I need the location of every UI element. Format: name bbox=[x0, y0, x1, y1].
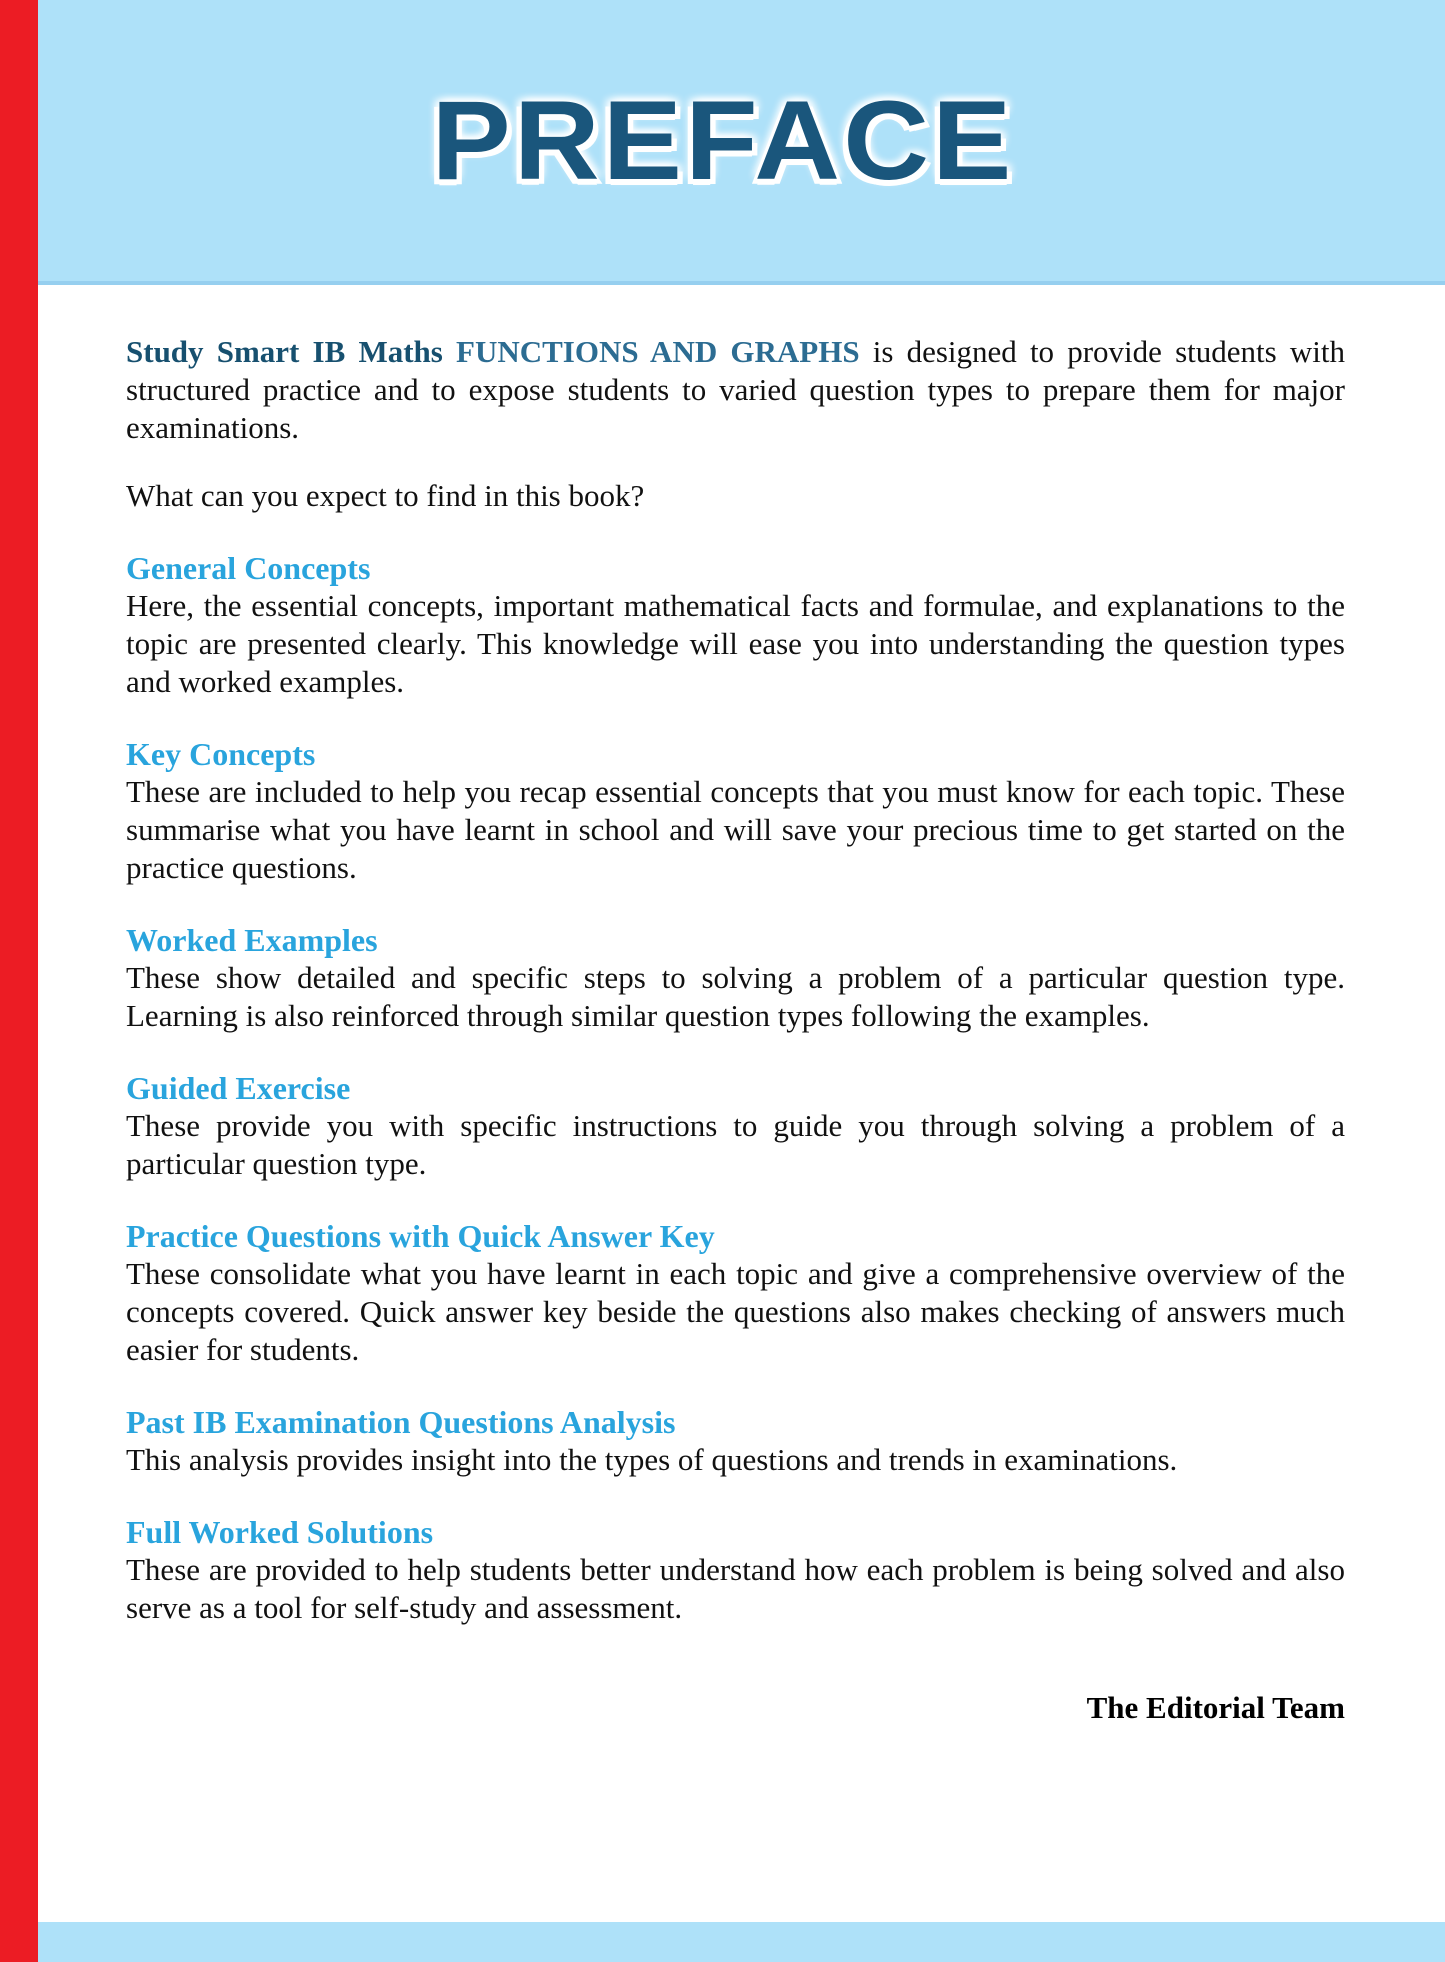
section-worked-examples bbox=[126, 921, 1345, 1035]
preface-body bbox=[126, 285, 1345, 1727]
page-title: PREFACE bbox=[431, 78, 1015, 203]
section-body: These are provided to help students better understand how each problem is being solved and also serve as a tool for self-study and assessment. bbox=[126, 1552, 1345, 1625]
section-heading: Full Worked Solutions bbox=[126, 1514, 434, 1550]
header-band bbox=[0, 0, 1445, 285]
intro-paragraph bbox=[126, 333, 1345, 447]
section-full-worked-solutions bbox=[126, 1513, 1345, 1627]
section-guided-exercise bbox=[126, 1069, 1345, 1183]
left-binding-strip bbox=[0, 0, 38, 1962]
section-body: These show detailed and specific steps to solving a problem of a particular question type. Learning is also reinforced through similar question types following the examples. bbox=[126, 960, 1345, 1033]
section-past-ib-analysis bbox=[126, 1403, 1345, 1479]
section-heading: Past IB Examination Questions Analysis bbox=[126, 1404, 676, 1440]
section-heading: Key Concepts bbox=[126, 736, 316, 772]
section-body: This analysis provides insight into the types of questions and trends in examinations. bbox=[126, 1442, 1178, 1477]
section-heading: Worked Examples bbox=[126, 922, 378, 958]
book-title-series: Study Smart IB Maths bbox=[126, 334, 443, 369]
question-line: What can you expect to find in this book? bbox=[126, 478, 645, 513]
section-body: These provide you with specific instructions to guide you through solving a problem of a particular question type. bbox=[126, 1108, 1345, 1181]
section-heading: Practice Questions with Quick Answer Key bbox=[126, 1218, 715, 1254]
section-key-concepts bbox=[126, 735, 1345, 887]
section-body: These consolidate what you have learnt in each topic and give a comprehensive overview of the concepts covered. Quick answer key beside the questions also makes checking of answers much easier for students. bbox=[126, 1256, 1345, 1367]
editorial-signature: The Editorial Team bbox=[1086, 1690, 1345, 1725]
section-practice-questions bbox=[126, 1217, 1345, 1369]
section-body: These are included to help you recap essential concepts that you must know for each topic. These summarise what you have learnt in school and will save your precious time to get started on the practice questions. bbox=[126, 774, 1345, 885]
section-heading: General Concepts bbox=[126, 550, 371, 586]
footer-band bbox=[0, 1922, 1445, 1962]
book-title-subject: FUNCTIONS AND GRAPHS bbox=[442, 334, 860, 369]
section-body: Here, the essential concepts, important mathematical facts and formulae, and explanations to the topic are presented clearly. This knowledge will ease you into understanding the question types and worked examples. bbox=[126, 588, 1345, 699]
intro-text: is designed to provide students with structured practice and to expose students to varied question types to prepare them for major examinations. bbox=[126, 334, 1345, 445]
section-general-concepts bbox=[126, 549, 1345, 701]
section-heading: Guided Exercise bbox=[126, 1070, 351, 1106]
